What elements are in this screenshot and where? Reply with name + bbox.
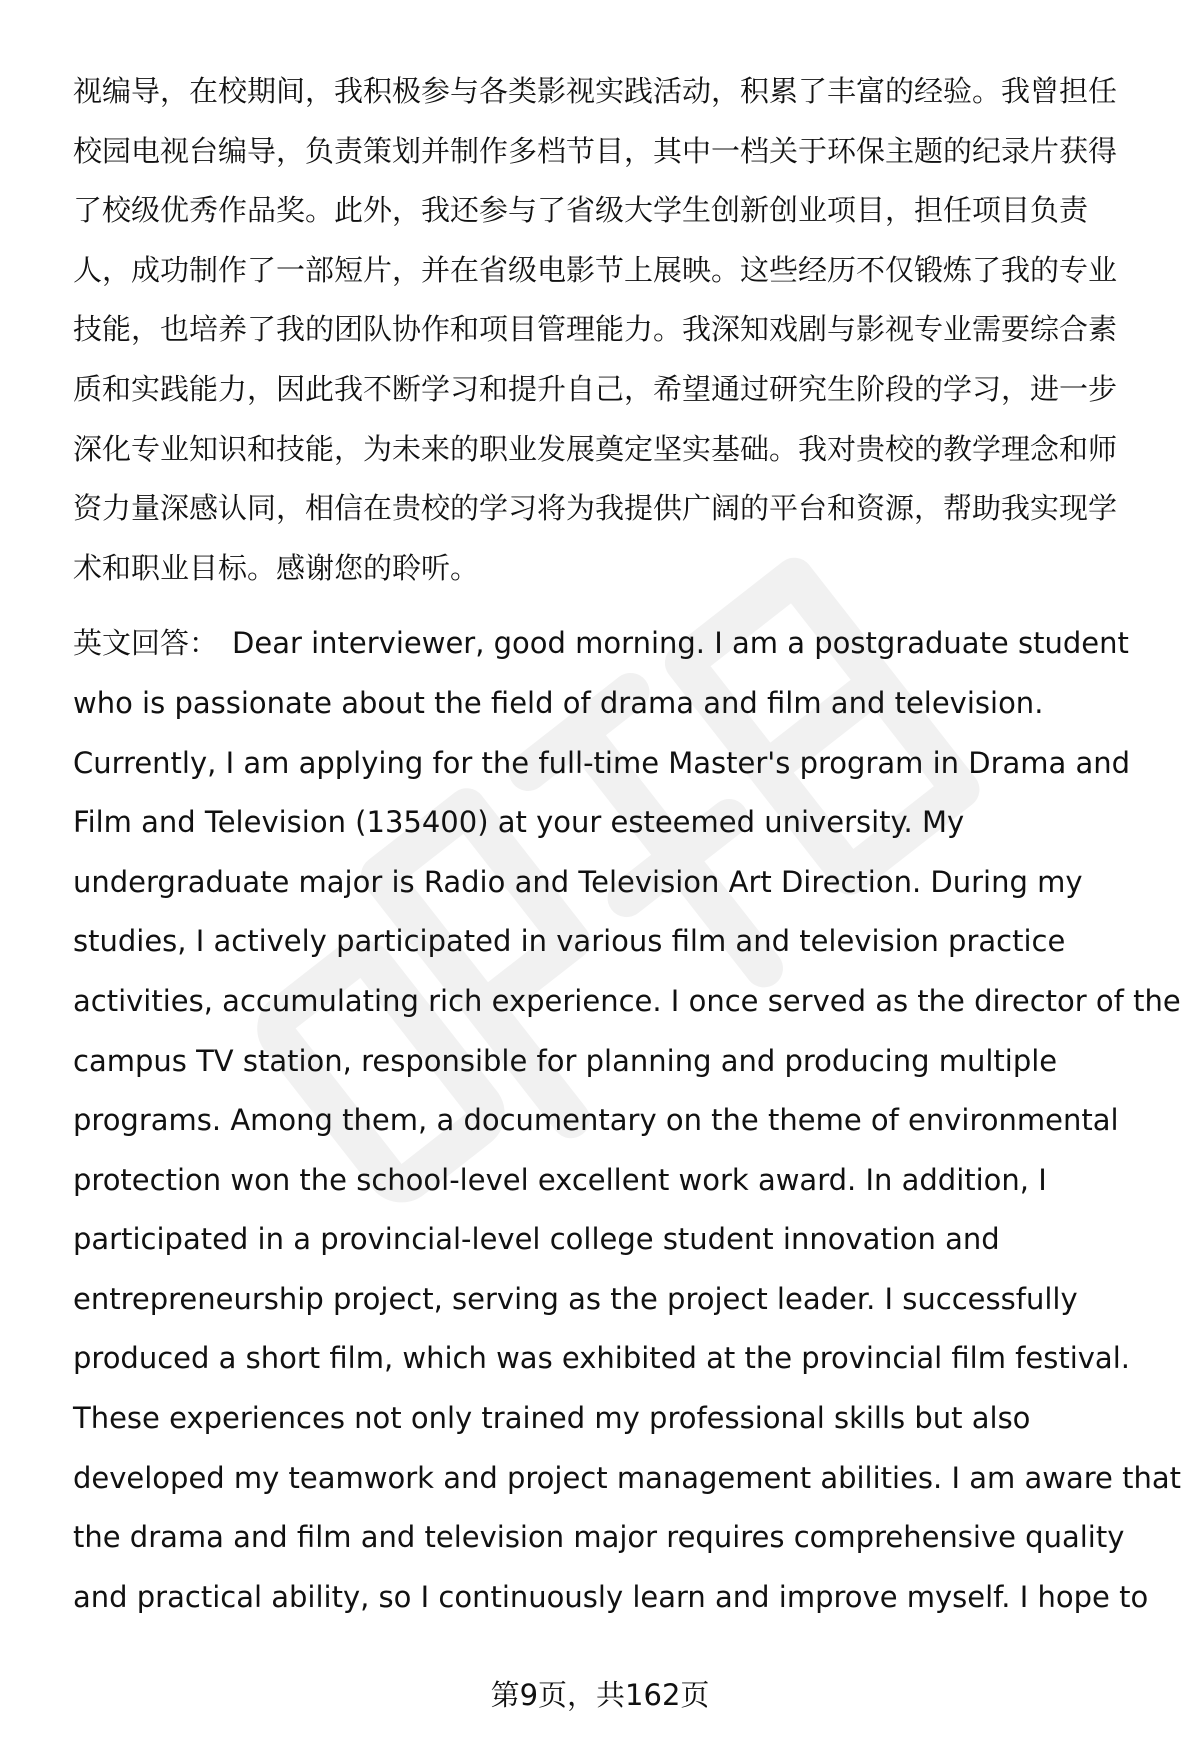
zh-line: 校园电视台编导，负责策划并制作多档节目，其中一档关于环保主题的纪录片获得 [73,133,1118,168]
en-line: studies, I actively participated in various film and television practice [73,924,1066,959]
zh-line: 资力量深感认同，相信在贵校的学习将为我提供广阔的平台和资源，帮助我实现学 [73,491,1118,526]
en-line: participated in a provincial-level college student innovation and [73,1222,1000,1257]
zh-line: 了校级优秀作品奖。此外，我还参与了省级大学生创新创业项目，担任项目负责 [73,193,1089,228]
english-answer-label: 英文回答： [73,626,219,661]
en-line: the drama and film and television major requires comprehensive quality [73,1520,1125,1555]
zh-line: 人，成功制作了一部短片，并在省级电影节上展映。这些经历不仅锻炼了我的专业 [73,252,1118,287]
en-line: developed my teamwork and project management abilities. I am aware that [73,1460,1181,1495]
en-line: produced a short film, which was exhibited at the provincial film festival. [73,1341,1130,1376]
en-line: undergraduate major is Radio and Television Art Direction. During my [73,864,1083,899]
en-line: Film and Television (135400) at your esteemed university. My [73,805,965,840]
content [73,62,1181,1627]
paragraph-gap [73,598,1153,614]
zh-line: 质和实践能力，因此我不断学习和提升自己，希望通过研究生阶段的学习，进一步 [73,371,1118,406]
en-line: campus TV station, responsible for planning and producing multiple [73,1043,1058,1078]
en-line: who is passionate about the field of drama and film and television. [73,685,1044,720]
en-line: These experiences not only trained my professional skills but also [73,1401,1031,1436]
en-line: and practical ability, so I continuously learn and improve myself. I hope to [73,1579,1149,1614]
page-footer: 第9页，共162页 [490,1678,710,1712]
en-line: Currently, I am applying for the full-time Master's program in Drama and [73,745,1131,780]
en-line: activities, accumulating rich experience. I once served as the director of the [73,983,1181,1018]
zh-line: 视编导，在校期间，我积极参与各类影视实践活动，积累了丰富的经验。我曾担任 [73,74,1118,108]
en-line: protection won the school-level excellent work award. In addition, I [73,1162,1047,1197]
en-first-line [73,614,1153,674]
zh-line: 技能，也培养了我的团队协作和项目管理能力。我深知戏剧与影视专业需要综合素 [73,312,1118,347]
en-line: entrepreneurship project, serving as the project leader. I successfully [73,1281,1078,1316]
zh-line: 术和职业目标。感谢您的聆听。 [73,550,480,585]
zh-line: 深化专业知识和技能，为未来的职业发展奠定坚实基础。我对贵校的教学理念和师 [73,431,1118,466]
en-line-text: Dear interviewer, good morning. I am a postgraduate student [232,626,1129,661]
en-line: programs. Among them, a documentary on the theme of environmental [73,1103,1119,1138]
